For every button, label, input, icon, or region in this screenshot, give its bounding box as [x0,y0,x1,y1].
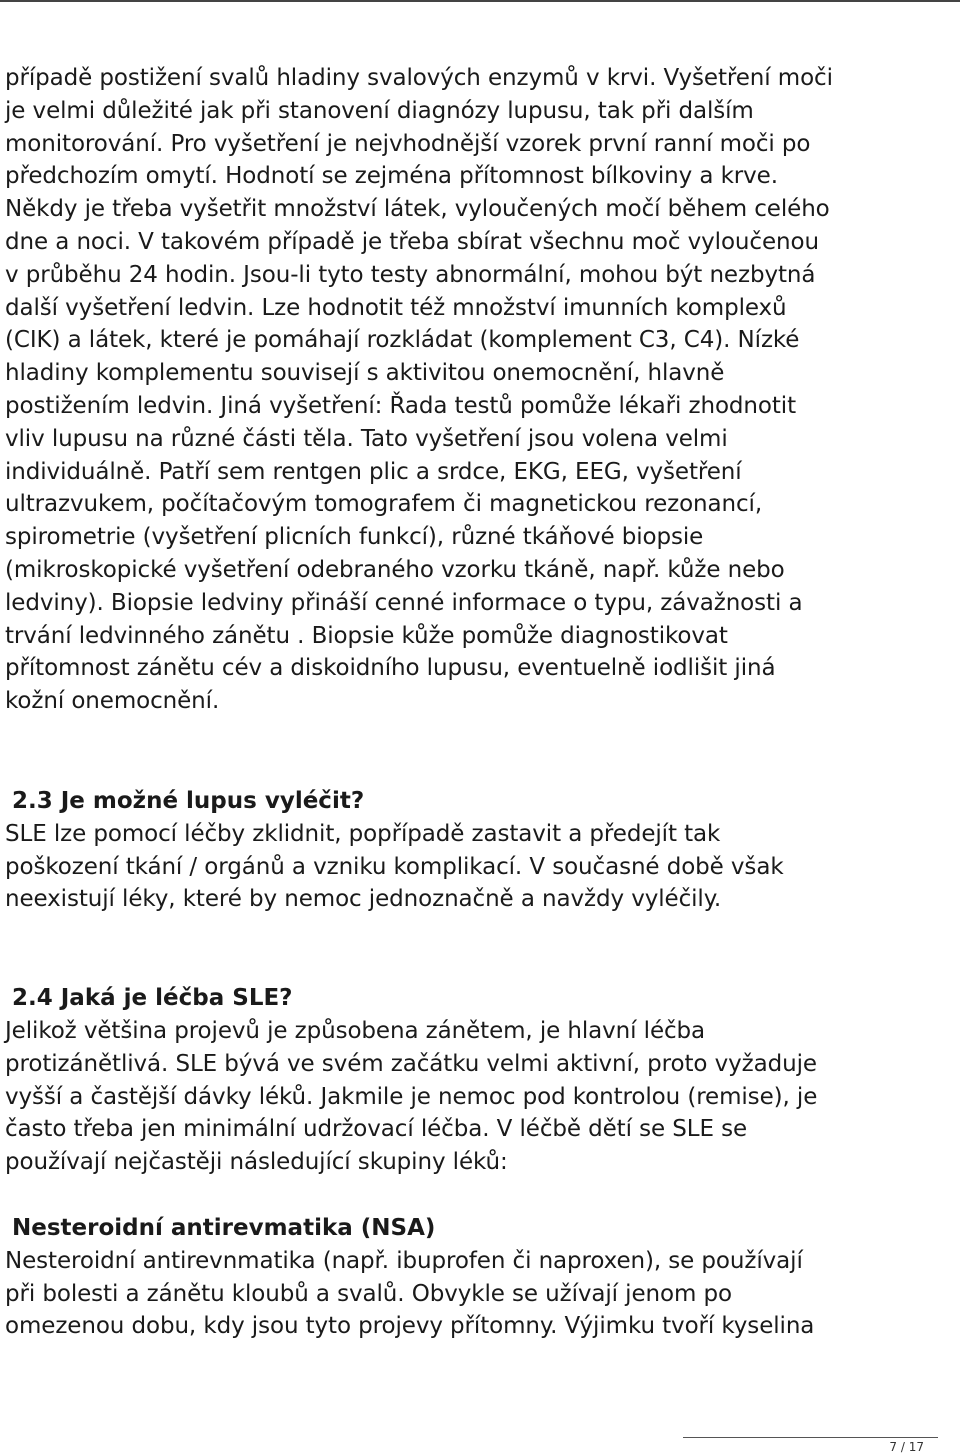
text-line: trvání ledvinného zánětu . Biopsie kůže pomůže diagnostikovat [5,622,728,649]
footer-divider [683,1437,938,1438]
text-line: vliv lupusu na různé části těla. Tato vyšetření jsou volena velmi [5,425,728,452]
text-line: monitorování. Pro vyšetření je nejvhodnější vzorek první ranní moči po [5,130,811,157]
text-line: postižením ledvin. Jiná vyšetření: Řada testů pomůže lékaři zhodnotit [5,392,796,419]
text-line: protizánětlivá. SLE bývá ve svém začátku velmi aktivní, proto vyžaduje [5,1050,817,1077]
text-line: hladiny komplementu souvisejí s aktivitou onemocnění, hlavně [5,360,725,387]
section-heading-treatment: 2.4 Jaká je léčba SLE? [12,985,293,1012]
text-line: Jelikož většina projevů je způsobena zánětem, je hlavní léčba [5,1017,706,1044]
text-line: spirometrie (vyšetření plicních funkcí), různé tkáňové biopsie [5,524,704,551]
document-page [5,62,950,1343]
text-line: často třeba jen minimální udržovací léčba. V léčbě dětí se SLE se [5,1116,748,1143]
paragraph-treatment [5,1015,950,1179]
text-line: kožní onemocnění. [5,688,220,715]
text-line: SLE lze pomocí léčby zklidnit, popřípadě zastavit a předejít tak [5,820,721,847]
text-line: omezenou dobu, kdy jsou tyto projevy přítomny. Výjimku tvoří kyselina [5,1313,815,1340]
text-line: je velmi důležité jak při stanovení diagnózy lupusu, tak při dalším [5,97,754,124]
text-line: vyšší a častější dávky léků. Jakmile je nemoc pod kontrolou (remise), je [5,1083,818,1110]
text-line: neexistují léky, které by nemoc jednoznačně a navždy vyléčily. [5,886,722,913]
paragraph-nsa [5,1245,950,1343]
text-line: (CIK) a látek, které je pomáhají rozkládat (komplement C3, C4). Nízké [5,327,800,354]
text-line: Někdy je třeba vyšetřit množství látek, vyloučených močí během celého [5,196,830,223]
text-line: předchozím omytí. Hodnotí se zejména přítomnost bílkoviny a krve. [5,163,778,190]
text-line: případě postižení svalů hladiny svalových enzymů v krvi. Vyšetření moči [5,65,833,91]
text-line: (mikroskopické vyšetření odebraného vzorku tkáně, např. kůže nebo [5,556,785,583]
text-line: další vyšetření ledvin. Lze hodnotit též množství imunních komplexů [5,294,787,321]
section-heading-cure: 2.3 Je možné lupus vyléčit? [12,787,365,814]
text-line: používají nejčastěji následující skupiny léků: [5,1149,508,1176]
text-line: ultrazvukem, počítačovým tomografem či magnetickou rezonancí, [5,491,763,518]
text-line: individuálně. Patří sem rentgen plic a srdce, EKG, EEG, vyšetření [5,458,742,485]
page-number: 7 / 17 [889,1440,924,1454]
text-line: v průběhu 24 hodin. Jsou-li tyto testy abnormální, mohou být nezbytná [5,261,816,288]
text-line: přítomnost zánětu cév a diskoidního lupusu, eventuelně iodlišit jiná [5,655,776,682]
paragraph-examinations [5,62,950,718]
section-heading-nsa: Nesteroidní antirevmatika (NSA) [12,1214,436,1241]
text-line: při bolesti a zánětu kloubů a svalů. Obvykle se užívají jenom po [5,1280,732,1307]
text-line: ledviny). Biopsie ledviny přináší cenné informace o typu, závažnosti a [5,589,803,616]
text-line: dne a noci. V takovém případě je třeba sbírat všechnu moč vyloučenou [5,228,819,255]
paragraph-cure [5,818,950,916]
text-line: poškození tkání / orgánů a vzniku komplikací. V současné době však [5,853,784,880]
text-line: Nesteroidní antirevnmatika (např. ibuprofen či naproxen), se používají [5,1247,803,1274]
top-border-line [0,0,960,2]
